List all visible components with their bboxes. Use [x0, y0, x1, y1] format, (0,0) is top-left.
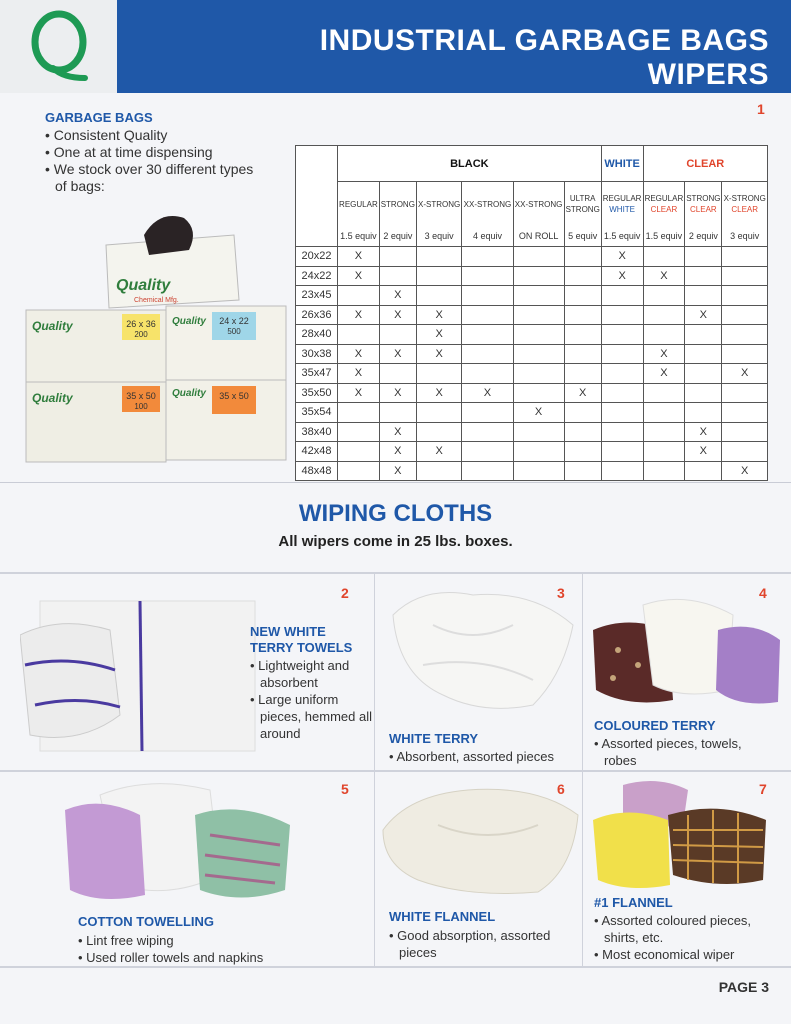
availability-cell [601, 344, 643, 364]
availability-cell [643, 442, 685, 462]
availability-cell: X [601, 247, 643, 267]
availability-cell: X [338, 305, 380, 325]
new-white-terry-towel-image [20, 595, 260, 755]
availability-cell [379, 364, 416, 384]
bag-size-cell: 23x45 [296, 286, 338, 306]
bullet-item: • Lightweight and absorbent [250, 657, 375, 691]
availability-cell [564, 461, 601, 481]
bag-size-cell: 38x40 [296, 422, 338, 442]
column-equiv: 1.5 equiv [601, 227, 643, 247]
garbage-bags-bullets [45, 127, 265, 195]
column-subname: CLEAR [690, 205, 717, 215]
availability-cell: X [416, 383, 462, 403]
availability-cell [416, 422, 462, 442]
availability-cell [643, 247, 685, 267]
grid-divider [582, 572, 583, 966]
availability-cell: X [564, 383, 601, 403]
availability-cell [416, 247, 462, 267]
availability-cell [564, 325, 601, 345]
availability-cell [416, 266, 462, 286]
table-column-header [722, 182, 768, 227]
wiping-cloths-title: WIPING CLOTHS [298, 500, 493, 527]
table-group-header: WHITE [601, 146, 643, 182]
grid-divider [0, 770, 791, 772]
availability-cell [462, 364, 513, 384]
availability-cell [601, 305, 643, 325]
card-bullets-3 [389, 748, 574, 765]
availability-cell [722, 442, 768, 462]
card-title-white-terry: WHITE TERRY [389, 731, 479, 746]
availability-cell: X [643, 364, 685, 384]
availability-cell [564, 422, 601, 442]
bullet-item: • Assorted coloured pieces, shirts, etc. [594, 912, 774, 946]
availability-cell [338, 422, 380, 442]
availability-cell: X [379, 305, 416, 325]
availability-cell [379, 247, 416, 267]
grid-divider [0, 572, 791, 574]
box-brand-label: Quality [32, 319, 73, 333]
company-logo [0, 0, 117, 93]
availability-cell [722, 286, 768, 306]
table-row [296, 305, 768, 325]
availability-cell: X [462, 383, 513, 403]
column-name: X-STRONG [418, 199, 461, 209]
availability-cell [643, 383, 685, 403]
column-name: X-STRONG [723, 194, 766, 204]
availability-cell [379, 266, 416, 286]
availability-cell [513, 442, 564, 462]
card-title-new-white-terry [250, 624, 352, 656]
availability-cell [462, 442, 513, 462]
availability-cell [564, 286, 601, 306]
bullet-item: • Good absorption, assorted pieces [389, 927, 574, 961]
box3-size-side: 35 x 50 [219, 391, 249, 401]
column-subname: STRONG [565, 205, 600, 215]
wiping-cloths-subtitle: All wipers come in 25 lbs. boxes. [278, 533, 513, 550]
availability-cell [513, 247, 564, 267]
availability-cell: X [379, 461, 416, 481]
coloured-terry-image [588, 590, 781, 708]
card-number-2: 2 [341, 585, 349, 601]
column-name: STRONG [380, 199, 415, 209]
page-title-line1: INDUSTRIAL GARBAGE BAGS [319, 24, 769, 57]
availability-cell [564, 442, 601, 462]
bag-size-cell: 26x36 [296, 305, 338, 325]
column-subname: CLEAR [650, 205, 678, 215]
availability-cell [379, 403, 416, 423]
table-row [296, 344, 768, 364]
card-number-7: 7 [759, 781, 767, 797]
availability-cell [462, 403, 513, 423]
table-column-header [462, 182, 513, 227]
bag-size-cell: 20x22 [296, 247, 338, 267]
availability-cell [338, 442, 380, 462]
availability-cell [462, 247, 513, 267]
availability-cell [462, 286, 513, 306]
availability-cell [513, 325, 564, 345]
availability-cell [601, 461, 643, 481]
card-title-white-flannel: WHITE FLANNEL [389, 909, 496, 924]
table-group-header: CLEAR [643, 146, 767, 182]
card-title-line: NEW WHITE [250, 624, 326, 639]
availability-cell [513, 422, 564, 442]
white-flannel-image [378, 780, 583, 898]
flannel-image [588, 775, 773, 895]
availability-cell: X [601, 266, 643, 286]
availability-cell: X [379, 383, 416, 403]
bullet-item: • Large uniform pieces, hemmed all around [250, 691, 375, 742]
box3-count: 100 [134, 402, 148, 411]
column-equiv: ON ROLL [513, 227, 564, 247]
availability-cell [513, 461, 564, 481]
availability-cell [601, 442, 643, 462]
box-brand-label: Quality [172, 388, 206, 399]
grid-divider [374, 572, 375, 966]
availability-cell [564, 364, 601, 384]
table-row [296, 422, 768, 442]
cotton-towelling-image [60, 775, 300, 910]
column-equiv: 2 equiv [685, 227, 722, 247]
column-equiv: 2 equiv [379, 227, 416, 247]
table-column-header [338, 182, 380, 227]
box1-size: 26 x 36 [126, 319, 156, 329]
bullet-item: • Most economical wiper [594, 946, 774, 963]
grid-divider [0, 966, 791, 968]
table-column-header [379, 182, 416, 227]
table-column-header [564, 182, 601, 227]
availability-cell: X [338, 266, 380, 286]
availability-cell [513, 364, 564, 384]
availability-cell [338, 325, 380, 345]
availability-cell [564, 344, 601, 364]
table-group-header: BLACK [338, 146, 602, 182]
card-number-6: 6 [557, 781, 565, 797]
availability-cell [685, 344, 722, 364]
table-row [296, 286, 768, 306]
bag-size-cell: 24x22 [296, 266, 338, 286]
availability-cell [685, 286, 722, 306]
table-corner-cell [296, 146, 338, 247]
availability-cell [722, 325, 768, 345]
availability-cell: X [685, 305, 722, 325]
card-number-3: 3 [557, 585, 565, 601]
availability-cell: X [379, 344, 416, 364]
availability-cell [685, 461, 722, 481]
bullet-item: • Consistent Quality [45, 127, 265, 144]
availability-cell [462, 461, 513, 481]
table-row [296, 383, 768, 403]
availability-cell [643, 403, 685, 423]
availability-cell [338, 286, 380, 306]
column-subname: WHITE [609, 205, 636, 215]
garbage-bags-title: GARBAGE BAGS [45, 110, 153, 125]
table-row [296, 364, 768, 384]
column-equiv: 5 equiv [564, 227, 601, 247]
bag-boxes-illustration [24, 210, 290, 465]
availability-cell: X [416, 344, 462, 364]
table-column-header [416, 182, 462, 227]
column-name: STRONG [686, 194, 721, 204]
box2-count: 500 [227, 327, 241, 336]
table-row [296, 325, 768, 345]
table-column-header [685, 182, 722, 227]
availability-cell: X [416, 442, 462, 462]
availability-cell [722, 383, 768, 403]
availability-cell [601, 325, 643, 345]
table-row [296, 247, 768, 267]
bag-size-cell: 48x48 [296, 461, 338, 481]
column-equiv: 1.5 equiv [338, 227, 380, 247]
availability-cell: X [338, 344, 380, 364]
column-name: REGULAR [602, 194, 642, 204]
bag-size-cell: 42x48 [296, 442, 338, 462]
availability-cell [513, 286, 564, 306]
page-header [0, 0, 791, 93]
card-title-line: TERRY TOWELS [250, 640, 353, 655]
availability-cell [601, 364, 643, 384]
availability-cell [601, 383, 643, 403]
column-equiv: 3 equiv [722, 227, 768, 247]
availability-cell [462, 344, 513, 364]
section-number-1: 1 [757, 101, 765, 117]
page-title-line2: WIPERS [647, 58, 769, 91]
table-column-header [643, 182, 685, 227]
availability-cell [416, 364, 462, 384]
availability-cell [643, 286, 685, 306]
header-band [117, 0, 791, 93]
card-number-5: 5 [341, 781, 349, 797]
availability-cell: X [416, 325, 462, 345]
availability-cell [685, 403, 722, 423]
availability-cell: X [379, 442, 416, 462]
column-equiv: 4 equiv [462, 227, 513, 247]
column-name: ULTRA [569, 194, 596, 204]
availability-cell [513, 305, 564, 325]
availability-cell [513, 266, 564, 286]
column-equiv: 1.5 equiv [643, 227, 685, 247]
section-divider [0, 482, 791, 483]
availability-cell: X [338, 247, 380, 267]
availability-cell [513, 383, 564, 403]
table-row [296, 442, 768, 462]
availability-cell: X [722, 364, 768, 384]
availability-cell [722, 247, 768, 267]
column-name: XX-STRONG [514, 199, 563, 209]
table-column-header [601, 182, 643, 227]
table-row [296, 266, 768, 286]
availability-cell: X [643, 266, 685, 286]
availability-cell [685, 383, 722, 403]
column-subname: CLEAR [731, 205, 759, 215]
availability-cell [685, 266, 722, 286]
availability-cell [685, 364, 722, 384]
card-title-cotton-towelling: COTTON TOWELLING [78, 914, 215, 929]
box3-size: 35 x 50 [126, 391, 156, 401]
bag-size-cell: 35x54 [296, 403, 338, 423]
availability-cell [564, 247, 601, 267]
bag-size-cell: 30x38 [296, 344, 338, 364]
box1-count: 200 [134, 330, 148, 339]
table-row [296, 461, 768, 481]
availability-cell [722, 305, 768, 325]
availability-cell [416, 403, 462, 423]
availability-cell: X [338, 383, 380, 403]
card-bullets-5 [78, 932, 368, 966]
availability-cell: X [685, 442, 722, 462]
availability-cell: X [379, 422, 416, 442]
card-title-flannel: #1 FLANNEL [594, 895, 673, 910]
q-logo-icon [23, 8, 95, 86]
box-brand-sub: Chemical Mfg. [134, 297, 179, 304]
bullet-item: • Assorted pieces, towels, robes [594, 735, 774, 769]
availability-cell: X [338, 364, 380, 384]
box-brand-label: Quality [116, 277, 171, 294]
bullet-item: • We stock over 30 different types of bags: [45, 161, 265, 195]
availability-cell [379, 325, 416, 345]
bag-size-cell: 35x47 [296, 364, 338, 384]
availability-cell [462, 325, 513, 345]
availability-cell [416, 286, 462, 306]
availability-cell: X [643, 344, 685, 364]
bag-size-cell: 28x40 [296, 325, 338, 345]
availability-cell [685, 247, 722, 267]
bullet-item: • Lint free wiping [78, 932, 368, 949]
column-equiv: 3 equiv [416, 227, 462, 247]
availability-cell [601, 403, 643, 423]
bullet-item: • One at at time dispensing [45, 144, 265, 161]
column-name: REGULAR [644, 194, 684, 204]
availability-cell [416, 461, 462, 481]
availability-cell [722, 422, 768, 442]
column-name: REGULAR [339, 199, 378, 209]
availability-cell [564, 403, 601, 423]
availability-cell [722, 403, 768, 423]
availability-cell [462, 305, 513, 325]
table-row [296, 403, 768, 423]
box2-size: 24 x 22 [219, 316, 249, 326]
card-bullets-6 [389, 927, 574, 961]
bag-size-cell: 35x50 [296, 383, 338, 403]
card-title-coloured-terry: COLOURED TERRY [594, 718, 716, 733]
availability-cell [643, 422, 685, 442]
availability-cell [601, 286, 643, 306]
availability-cell [722, 344, 768, 364]
box-brand-label: Quality [172, 316, 206, 327]
card-bullets-7 [594, 912, 774, 963]
availability-cell [564, 266, 601, 286]
availability-cell: X [513, 403, 564, 423]
availability-cell [513, 344, 564, 364]
availability-cell [643, 325, 685, 345]
column-name: XX-STRONG [463, 199, 512, 209]
card-number-4: 4 [759, 585, 767, 601]
availability-cell [685, 325, 722, 345]
card-bullets-2 [250, 657, 375, 742]
availability-cell [601, 422, 643, 442]
availability-cell [564, 305, 601, 325]
page-number: PAGE 3 [718, 979, 769, 995]
box-brand-label: Quality [32, 391, 73, 405]
availability-cell [462, 266, 513, 286]
availability-cell [722, 266, 768, 286]
bullet-item: • Used roller towels and napkins [78, 949, 368, 966]
garbage-bag-table [295, 145, 768, 481]
availability-cell [462, 422, 513, 442]
bullet-item: • Absorbent, assorted pieces [389, 748, 574, 765]
white-terry-image [383, 585, 578, 715]
table-column-header [513, 182, 564, 227]
availability-cell [338, 403, 380, 423]
card-bullets-4 [594, 735, 774, 769]
availability-cell [338, 461, 380, 481]
availability-cell [643, 461, 685, 481]
availability-cell [643, 305, 685, 325]
availability-cell: X [722, 461, 768, 481]
availability-cell: X [416, 305, 462, 325]
availability-cell: X [379, 286, 416, 306]
availability-cell: X [685, 422, 722, 442]
